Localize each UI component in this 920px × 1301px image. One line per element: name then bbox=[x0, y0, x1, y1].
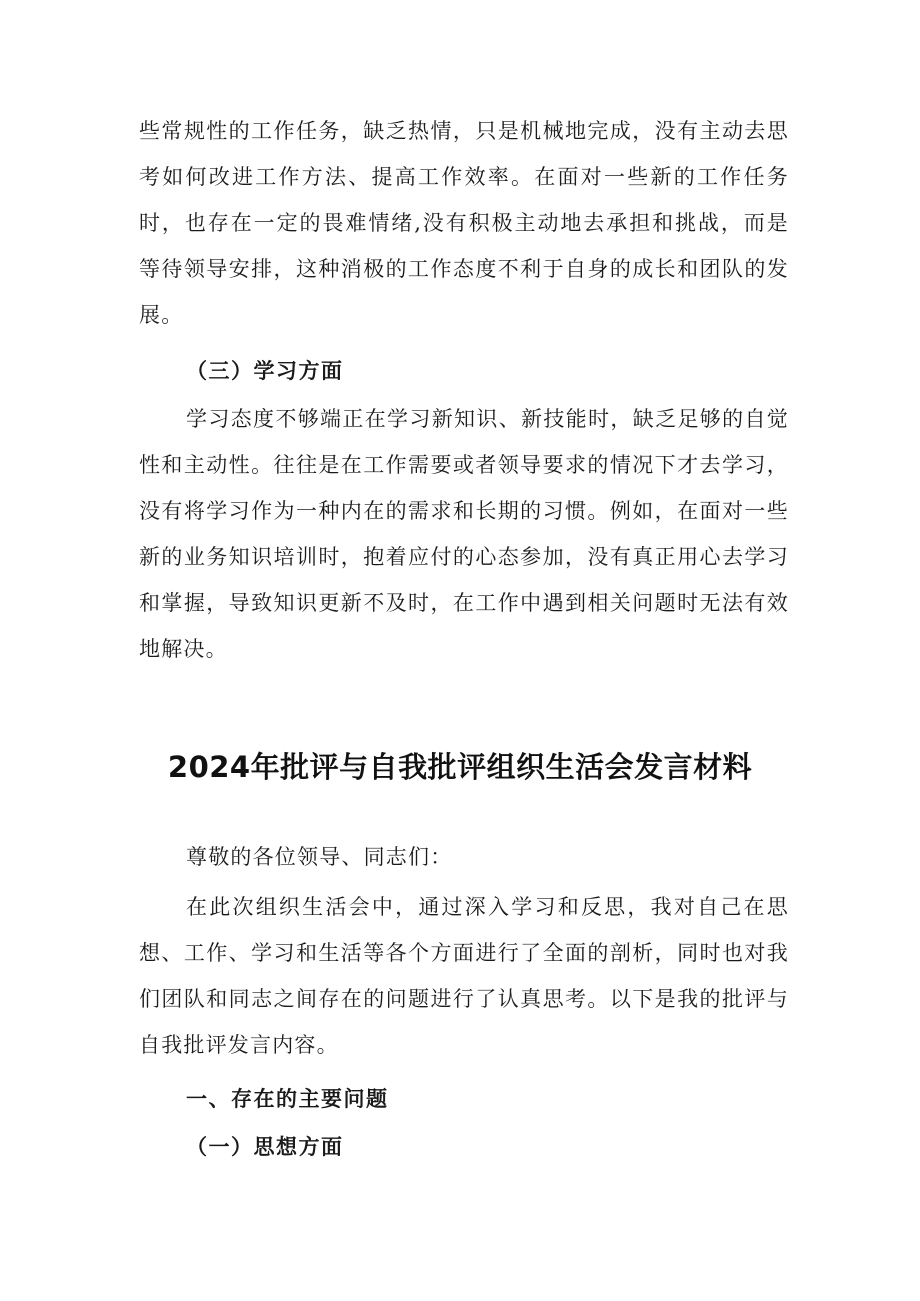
main-problems-heading: 一、存在的主要问题 bbox=[186, 1086, 389, 1111]
salutation: 尊敬的各位领导、同志们： bbox=[186, 845, 453, 869]
study-section-heading: （三）学习方面 bbox=[186, 358, 344, 383]
ideology-section-heading: （一）思想方面 bbox=[186, 1134, 344, 1159]
intro-paragraph: 在此次组织生活会中，通过深入学习和反思，我对自己在思想、工作、学习和生活等各个方面进行了全面的剖析，同时也对我们团队和同志之间存在的问题进行了认真思考。以下是我的批评与自我批评发言内容。 bbox=[139, 895, 789, 1057]
document-title: 2024年批评与自我批评组织生活会发言材料 bbox=[167, 750, 753, 784]
study-paragraph: 学习态度不够端正在学习新知识、新技能时，缺乏足够的自觉性和主动性。往往是在工作需要或者领导要求的情况下才去学习，没有将学习作为一种内在的需求和长期的习惯。例如，在面对一些新的业务知识培训时，抱着应付的心态参加，没有真正用心去学习和掌握，导致知识更新不及时，在工作中遇到相关问题时无法有效地解决。 bbox=[139, 407, 789, 661]
work-attitude-paragraph: 些常规性的工作任务，缺乏热情，只是机械地完成，没有主动去思考如何改进工作方法、提高工作效率。在面对一些新的工作任务时，也存在一定的畏难情绪,没有积极主动地去承担和挑战，而是等待领导安排，这种消极的工作态度不利于自身的成长和团队的发展。 bbox=[139, 119, 789, 327]
